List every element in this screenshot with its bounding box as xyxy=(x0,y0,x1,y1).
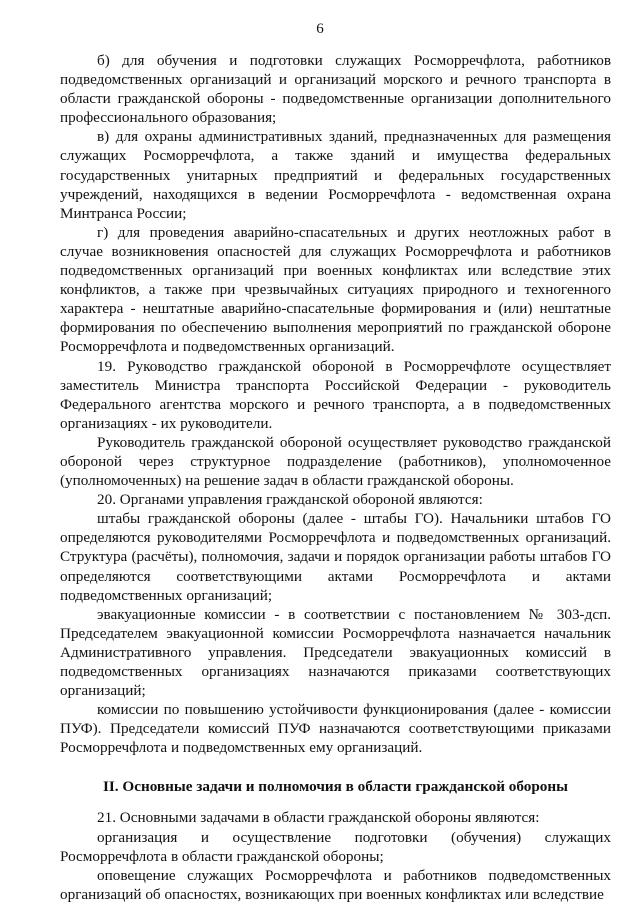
paragraph: штабы гражданской обороны (далее - штабы ГО). Начальники штабов ГО определяются руководителями Росморречфлота и подведомственных организаций. Структура (расчёты), полномочия, задачи и порядок организации работы штабов ГО определяются соответствующими актами Росморречфлота и актами подведомственных организаций; xyxy=(60,510,611,604)
paragraph: организация и осуществление подготовки (обучения) служащих Росморречфлота в области гражданской обороны; xyxy=(60,828,611,865)
paragraph: в) для охраны административных зданий, предназначенных для размещения служащих Росморречфлота, а также зданий и имущества федеральных государственных унитарных предприятий и федеральных государственных учреждений, находящихся в ведении Росморречфлота - ведомственная охрана Минтранса России; xyxy=(60,128,611,222)
paragraph: 19. Руководство гражданской обороной в Росморречфлоте осуществляет заместитель Министра транспорта Российской Федерации - руководитель Федерального агентства морского и речного транспорта, а в подведомственных организациях - их руководители. xyxy=(60,357,611,432)
paragraph: Руководитель гражданской обороной осуществляет руководство гражданской обороной через структурное подразделение (работников), уполномоченное (уполномоченных) на решение задач в области гражданской обороны. xyxy=(60,433,611,490)
paragraph: комиссии по повышению устойчивости функционирования (далее - комиссии ПУФ). Председатели комиссий ПУФ назначаются соответствующими приказами Росморречфлота и подведомственных ему организаций. xyxy=(60,701,611,757)
section-heading: II. Основные задачи и полномочия в области гражданской обороны xyxy=(102,778,568,796)
document-body xyxy=(60,51,611,904)
paragraph: 21. Основными задачами в области гражданской обороны являются: xyxy=(97,809,540,827)
paragraph: г) для проведения аварийно-спасательных и других неотложных работ в случае возникновения опасностей для служащих Росморречфлота и работников подведомственных организаций при военных конфликтах или вследствие этих конфликтов, а также при чрезвычайных ситуациях природного и техногенного характера - нештатные аварийно-спасательные формирования и (или) нештатные формирования по обеспечению выполнения мероприятий по гражданской обороне Росморречфлота и подведомственных организаций. xyxy=(60,223,611,356)
paragraph: оповещение служащих Росморречфлота и работников подведомственных организаций об опасностях, возникающих при военных конфликтах или вследствие xyxy=(60,866,611,903)
paragraph: эвакуационные комиссии - в соответствии с постановлением № 303-дсп. Председателем эвакуационной комиссии Росморречфлота назначается начальник Административного управления. Председатели эвакуационных комиссий в подведомственных организациях назначаются приказами соответствующих организаций; xyxy=(60,605,611,700)
paragraph: 20. Органами управления гражданской обороной являются: xyxy=(97,491,483,509)
page-number: 6 xyxy=(316,21,324,37)
paragraph: б) для обучения и подготовки служащих Росморречфлота, работников подведомственных организаций и организаций морского и речного транспорта в области гражданской обороны - подведомственные организации дополнительного профессионального образования; xyxy=(60,52,611,127)
